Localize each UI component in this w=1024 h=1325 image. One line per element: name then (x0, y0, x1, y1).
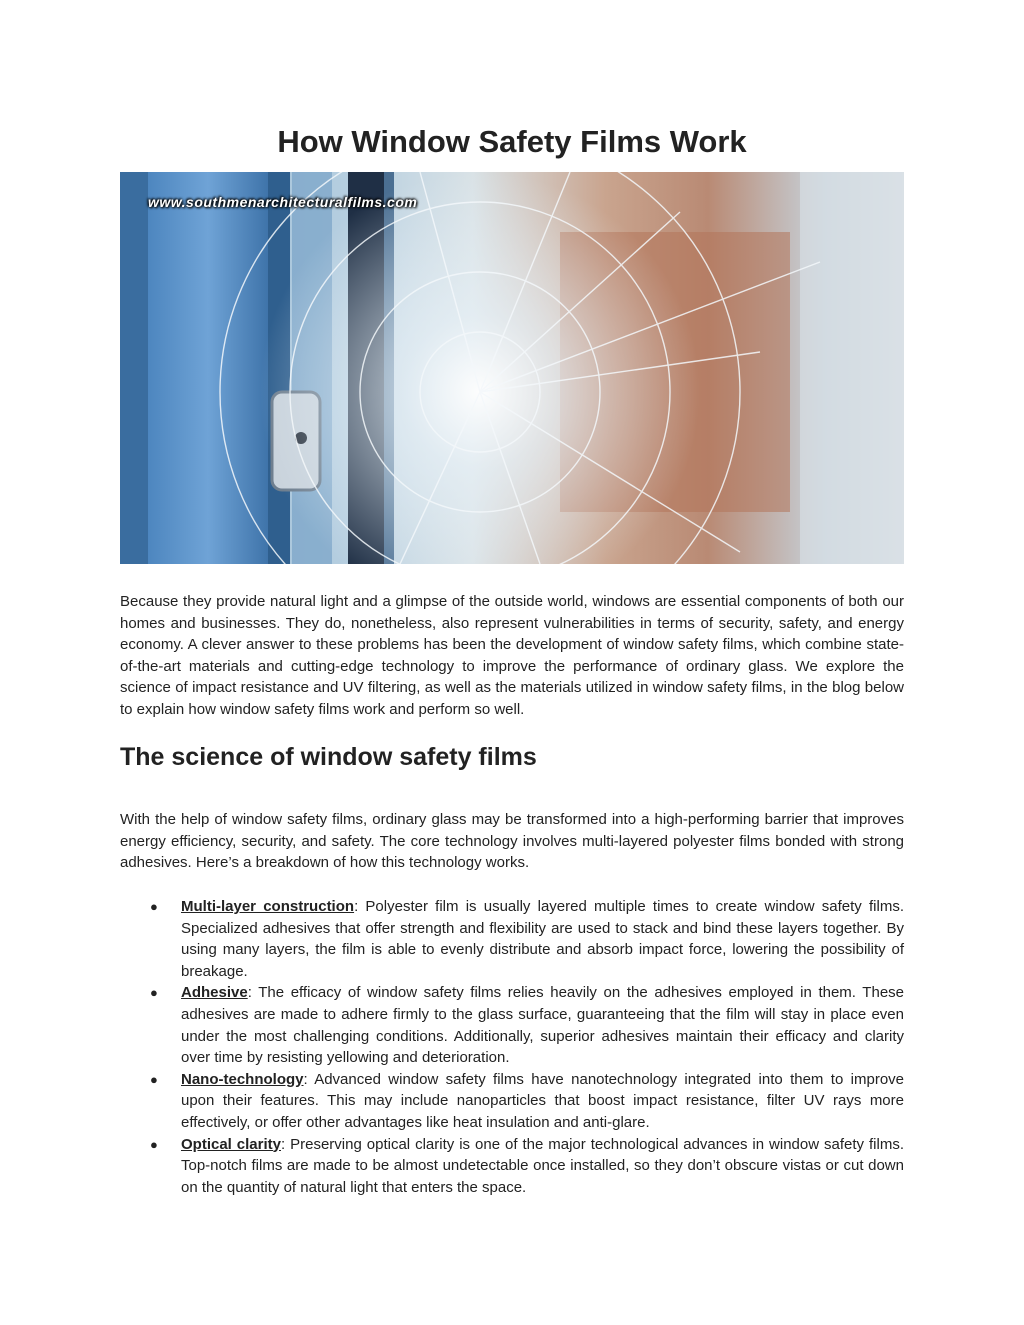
bullet-icon: ● (150, 1071, 158, 1087)
hero-watermark: www.southmenarchitecturalfilms.com (148, 194, 418, 210)
list-item (120, 896, 904, 982)
feature-list (120, 896, 904, 1198)
bullet-icon: ● (150, 1136, 158, 1152)
list-item (120, 1069, 904, 1134)
shattered-glass-window-photo-icon (120, 172, 904, 564)
list-item (120, 982, 904, 1068)
list-item-term: Optical clarity (181, 1135, 281, 1153)
list-item-term: Adhesive (181, 984, 248, 1002)
list-item (120, 1134, 904, 1199)
bullet-icon: ● (150, 985, 158, 1001)
list-item-text: : Preserving optical clarity is one of the major technological advances in window safety films. Top-notch films are made to be almost undetectable once installed, so they don’t obscure vistas or cut down on the quantity of natural light that enters the space. (181, 1135, 904, 1196)
page-title: How Window Safety Films Work (277, 124, 747, 159)
section-paragraph: With the help of window safety films, ordinary glass may be transformed into a high-performing barrier that improves energy efficiency, security, and safety. The core technology involves multi-layered polyester films bonded with strong adhesives. Here’s a breakdown of how this technology works. (120, 811, 904, 872)
hero-image (120, 172, 904, 564)
list-item-text: : Polyester film is usually layered multiple times to create window safety films. Specialized adhesives that offer strength and flexibility are used to stack and bind these layers together. By using many layers, the film is able to evenly distribute and absorb impact force, lowering the possibility of breakage. (181, 898, 904, 980)
list-item-text: : Advanced window safety films have nanotechnology integrated into them to improve upon their features. This may include nanoparticles that boost impact resistance, filter UV rays more effectively, or offer other advantages like heat insulation and anti-glare. (181, 1070, 904, 1131)
bullet-icon: ● (150, 899, 158, 914)
list-item-term: Multi-layer construction (181, 898, 355, 915)
intro-paragraph: Because they provide natural light and a glimpse of the outside world, windows are essential components of both our homes and businesses. They do, nonetheless, also represent vulnerabilities in terms of security, safety, and energy economy. A clever answer to these problems has been the development of window safety films, which combine state-of-the-art materials and cutting-edge technology to improve the performance of ordinary glass. We explore the science of impact resistance and UV filtering, as well as the materials utilized in window safety films, in the blog below to explain how window safety films work and perform so well. (120, 593, 904, 718)
section-heading: The science of window safety films (120, 743, 537, 771)
list-item-text: : The efficacy of window safety films relies heavily on the adhesives employed in them. These adhesives are made to adhere firmly to the glass surface, guaranteeing that the film will stay in place even under the most challenging conditions. Additionally, superior adhesives maintain their efficacy and clarity over time by resisting yellowing and deterioration. (181, 984, 904, 1067)
list-item-term: Nano-technology (181, 1070, 304, 1088)
